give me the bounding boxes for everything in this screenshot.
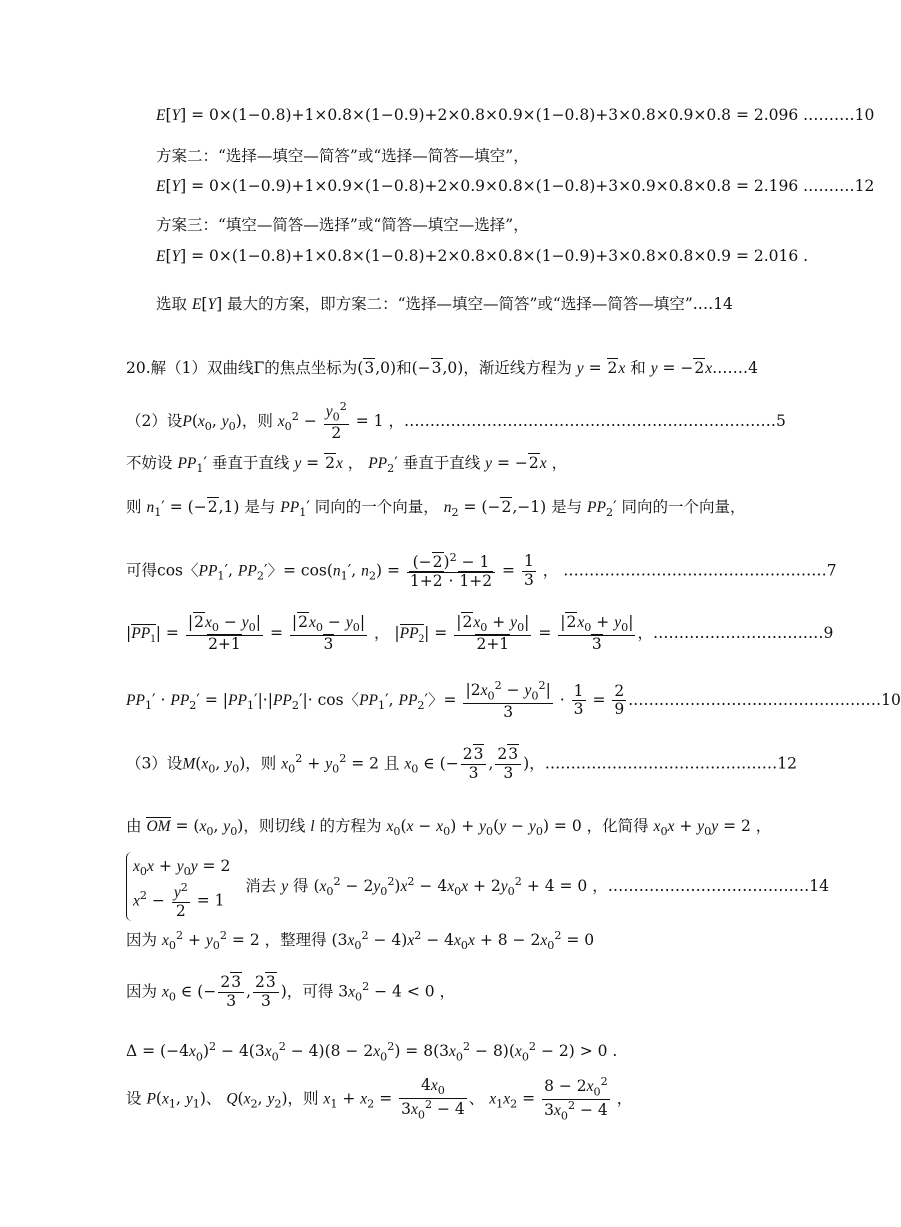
plan-two-line: 方案二：“选择—填空—简答”或“选择—简答—填空”， <box>156 147 529 165</box>
q20-vieta-line: 设 $P(x_1$, $y_1$)、 $Q(x_2$, $y_2$)，则 $x_1 + x_2$ = $\frac{4x_0}{3x_0^2 - 4}$ 、 $x_1x_2$ = $\frac{8 - 2x_0^2}{3x_0^2 - 4}$ ， <box>126 1075 633 1123</box>
choose-plan-line: 选取 E[Y] 最大的方案，即方案二：“选择—填空—简答”或“选择—简答—填空”.…14 <box>156 295 733 313</box>
q20-distance-line: $|PP_1|$ = $\frac{|2x_0 - y_0|}{2+1}$ = $\frac{|2x_0 - y_0|}{3}$ ， $|PP_2|$ = $\frac{|2x_0 + y_0|}{2+1}$ = $\frac{|2x_0 + y_0|}{3}$ ，……………………………9 <box>126 613 834 653</box>
q20-vectors-line: 则 $n_1' = (-2,1)$ 是与 $PP_1'$ 同向的一个向量， $n_2 = (-2,-1)$ 是与 $PP_2'$ 同向的一个向量， <box>126 498 746 520</box>
expectation-line-plan3: E[Y] = 0×(1−0.8)+1×0.8×(1−0.8)+2×0.8×0.8×(1−0.9)+3×0.8×0.8×0.9 = 2.016 . <box>156 247 809 265</box>
equation-system: $x_0x + y_0y = 2$ $x^2$ − $\frac{y^2}{2}$ = 1 <box>126 852 230 921</box>
q20-rearrange-line: 因为 $x_0^2 + y_0^2 = 2$ ，整理得 $(3x_0^2 - 4)x^2 - 4x_0x + 8 - 2x_0^2 = 0$ <box>126 928 595 953</box>
q20-cos-line: 可得cos〈$PP_1'$, $PP_2'$〉= $\cos(n_1'$, $n_2$) = $\frac{(-2)^2 - 1}{1+2 \cdot 1+2}$ = $\frac{1}{3}$ ， ……………………………………………7 <box>126 551 837 590</box>
q20-part1: 20.解（1）双曲线Γ的焦点坐标为(3,0)和(−3,0)，渐近线方程为 y = 2x 和 y = −2x.……4 <box>126 359 758 377</box>
q20-tangent-line: 由 OM = ($x_0$, $y_0$)，则切线 l 的方程为 $x_0(x - x_0) + y_0(y - y_0) = 0$ ，化简得 $x_0x + y_0y = 2$ ， <box>126 817 772 839</box>
expectation-line-plan2: E[Y] = 0×(1−0.9)+1×0.9×(1−0.8)+2×0.9×0.8×(1−0.8)+3×0.9×0.8×0.8 = 2.196 .………12 <box>156 177 875 195</box>
plan-three-line: 方案三：“填空—简答—选择”或“简答—填空—选择”， <box>156 216 529 234</box>
expectation-line-plan1: E[Y] = 0×(1−0.8)+1×0.8×(1−0.9)+2×0.8×0.9×(1−0.8)+3×0.8×0.9×0.8 = 2.096 .………10 <box>156 106 875 124</box>
q20-assume-line: 不妨设 $PP_1'$ 垂直于直线 y = 2x ， $PP_2'$ 垂直于直线 y = −2x ， <box>126 454 568 476</box>
q20-part3: （3）设$M(x_0$, $y_0$)，则 $x_0^2 + y_0^2 = 2$ 且 $x_0$ ∈ (− $\frac{23}{3}$ , $\frac{23}{3}$ )，………………………………………12 <box>126 745 797 782</box>
q20-system-line: $x_0x + y_0y = 2$ $x^2$ − $\frac{y^2}{2}$ = 1 消去 y 得 $(x_0^2 - 2y_0^2)x^2 - 4x_0x + 2y_0^2 + 4 = 0$ ，…………………………………14 <box>126 852 829 921</box>
q20-discriminant-line: $\Delta = (-4x_0)^2 - 4(3x_0^2 - 4)(8 - 2x_0^2) = 8(3x_0^2 - 8)(x_0^2 - 2) > 0$ . <box>126 1040 618 1064</box>
q20-part2: （2）设$P(x_0$, $y_0$)，则 $x_0^2$ − $\frac{y_0^2}{2}$ = 1 ，………………………………………………………………5 <box>126 400 786 443</box>
q20-range-line: 因为 $x_0$ ∈ (− $\frac{23}{3}$ , $\frac{23}{3}$ )，可得 $3x_0^2 - 4 < 0$ ， <box>126 973 456 1010</box>
q20-dot-product-line: $PP_1' \cdot PP_2' = |PP_1'|\cdot|PP_2'|\cdot \cos$〈$PP_1'$, $PP_2'$〉= $\frac{|2x_0^2 - y_0^2|}{3}$ · $\frac{1}{3}$ = $\frac{2}{9}$ .…………………………………………10 <box>126 679 901 722</box>
